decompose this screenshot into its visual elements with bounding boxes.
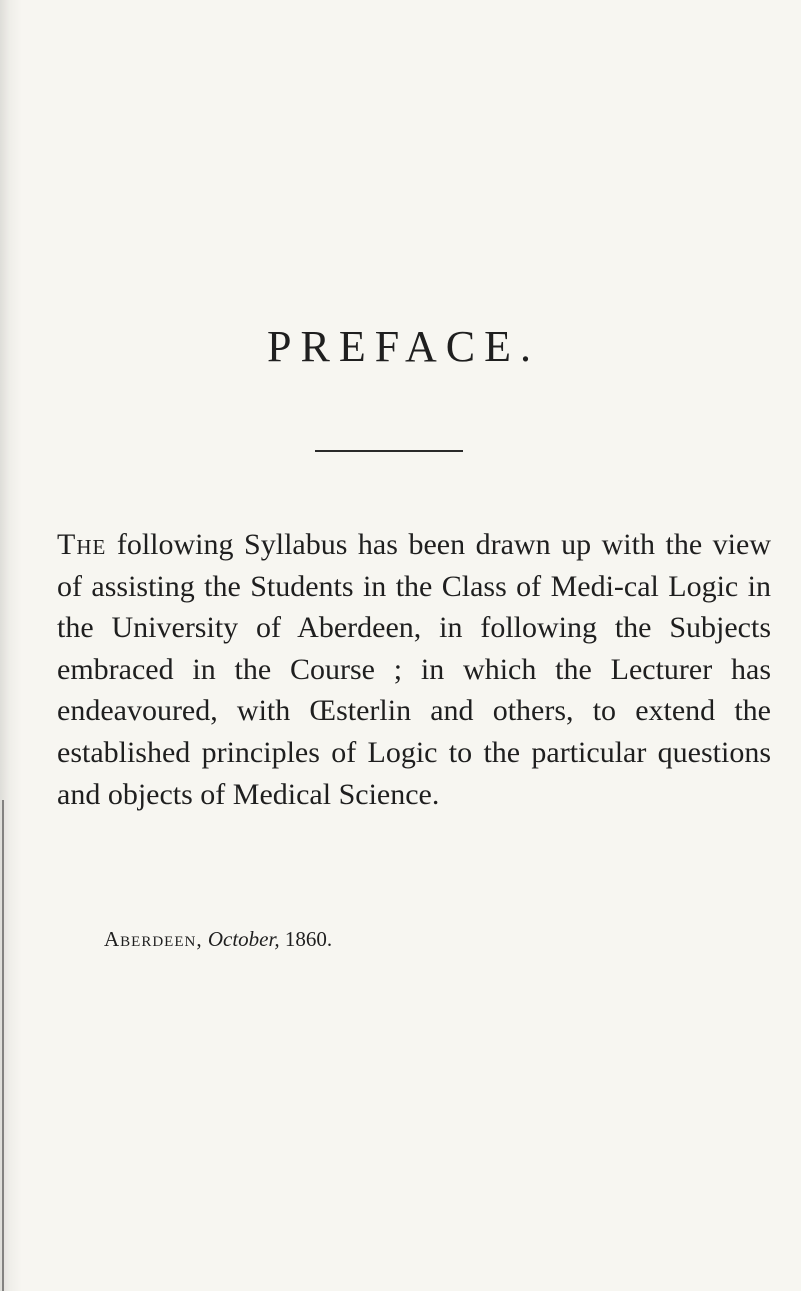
signature-month: October, bbox=[207, 927, 280, 951]
signature-line bbox=[104, 929, 332, 950]
signature-year: 1860. bbox=[284, 927, 333, 951]
preface-paragraph bbox=[57, 524, 771, 815]
page-edge-shadow bbox=[2, 800, 4, 1291]
signature-place: Aberdeen, bbox=[104, 927, 203, 951]
page-title: PREFACE. bbox=[267, 322, 540, 371]
title-rule-divider bbox=[315, 450, 463, 452]
paragraph-text: following Syllabus has been drawn up with the view of assisting the Students in the Class of Medi-cal Logic in the University of Aberdeen, in following the Subjects embraced in the Course ; in which the Lecturer has endeavoured, with Œsterlin and others, to extend the established principles of Logic to the particular questions and objects of Medical Science. bbox=[57, 528, 771, 811]
paragraph-first-word: The bbox=[57, 528, 107, 561]
